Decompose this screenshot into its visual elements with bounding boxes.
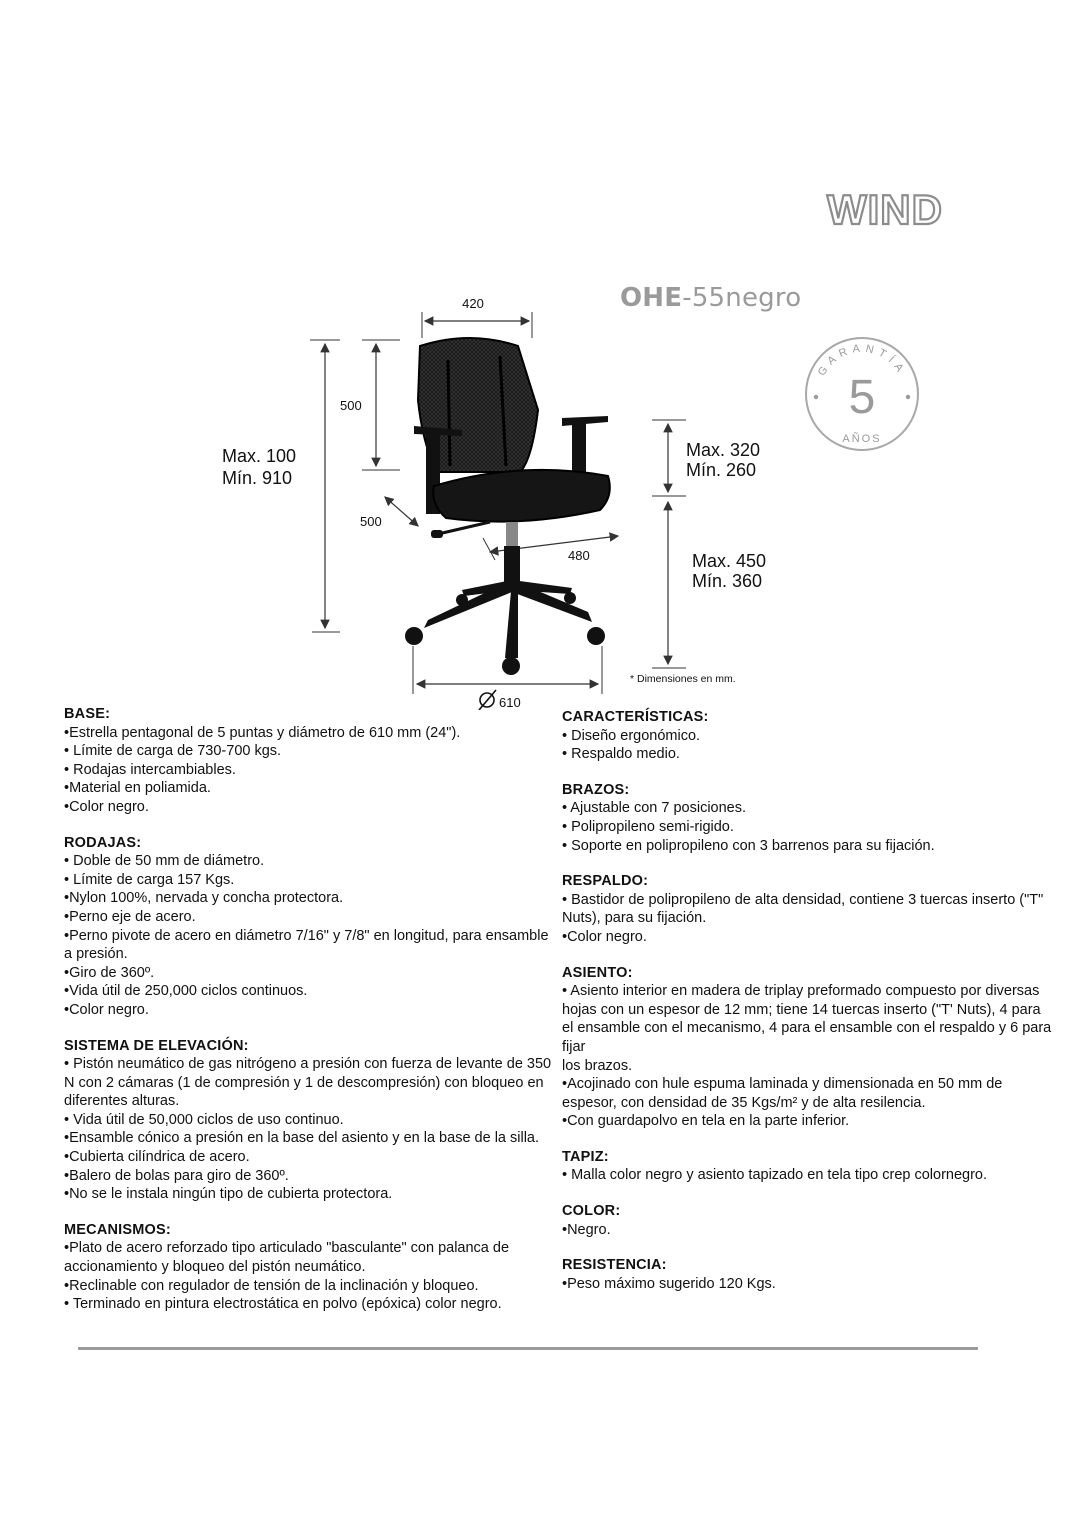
spec-line: •Perno eje de acero. — [64, 908, 196, 925]
spec-line: •Giro de 360º. — [64, 964, 155, 981]
chair-diagram — [200, 290, 780, 710]
section-title: RESISTENCIA: — [562, 1257, 667, 1274]
section-sistema-elevacion — [64, 1037, 554, 1204]
section-base — [64, 705, 554, 817]
warranty-years: 5 — [848, 371, 876, 424]
spec-line: • Límite de carga de 730-700 kgs. — [64, 743, 282, 760]
spec-line: •Cubierta cilíndrica de acero. — [64, 1149, 250, 1166]
section-brazos — [562, 781, 1052, 855]
spec-right-column — [562, 708, 1052, 1310]
spec-line: •Color negro. — [64, 1001, 149, 1018]
dim-top-width: 420 — [462, 296, 484, 311]
dim-total-min: Mín. 910 — [222, 468, 293, 488]
dim-seat-depth: 500 — [360, 514, 382, 529]
section-respaldo — [562, 872, 1052, 946]
spec-line: •Con guardapolvo en tela en la parte inferior. — [562, 1113, 850, 1130]
spec-line: • Límite de carga 157 Kgs. — [64, 871, 235, 888]
dimensions-note: * Dimensiones en mm. — [630, 673, 736, 685]
bottom-divider — [78, 1347, 978, 1350]
section-color — [562, 1202, 1052, 1239]
section-title: RESPALDO: — [562, 873, 649, 890]
section-title: BASE: — [64, 706, 111, 722]
spec-line: •Nylon 100%, nervada y concha protectora. — [64, 890, 344, 907]
spec-line: •Ensamble cónico a presión en la base del asiento y en la base de la silla. — [64, 1130, 540, 1147]
section-caracteristicas — [562, 708, 1052, 764]
spec-line: •Peso máximo sugerido 120 Kgs. — [562, 1275, 776, 1292]
section-asiento — [562, 964, 1052, 1131]
spec-line: • Malla color negro y asiento tapizado en tela tipo crep colornegro. — [562, 1167, 988, 1184]
dim-seat-min: Mín. 360 — [692, 571, 763, 591]
section-resistencia — [562, 1256, 1052, 1293]
spec-line: •Estrella pentagonal de 5 puntas y diámetro de 610 mm (24"). — [64, 724, 461, 741]
dim-seat-width: 480 — [568, 548, 590, 563]
spec-line: •Acojinado con hule espuma laminada y dimensionada en 50 mm de espesor, con densidad de 35 Kgs/m² y de alta resilencia. — [562, 1076, 1003, 1111]
spec-line: • Asiento interior en madera de triplay preformado compuesto por diversas hojas con un espesor de 12 mm; tiene 14 tuercas inserto ("T' Nuts), 4 para el ensamble con el mecanismo, 4 para el ensamble con el respaldo y 6 para fijar — [562, 983, 1052, 1055]
section-title: SISTEMA DE ELEVACIÓN: — [64, 1037, 249, 1054]
spec-line: •Negro. — [562, 1221, 611, 1238]
spec-line: •Perno pivote de acero en diámetro 7/16" y 7/8" en longitud, para ensamble a presión. — [64, 927, 549, 963]
spec-line: • Rodajas intercambiables. — [64, 761, 236, 778]
section-title: BRAZOS: — [562, 781, 630, 798]
brand-name: WIND — [827, 186, 943, 233]
section-title: COLOR: — [562, 1203, 621, 1220]
spec-line: • Doble de 50 mm de diámetro. — [64, 853, 265, 870]
spec-line: • Ajustable con 7 posiciones. — [562, 800, 747, 817]
spec-line: • Respaldo medio. — [562, 746, 680, 763]
warranty-unit: AÑOS — [842, 433, 882, 445]
dim-back-height: 500 — [340, 398, 362, 413]
section-title: MECANISMOS: — [64, 1221, 171, 1238]
section-title: TAPIZ: — [562, 1148, 609, 1165]
spec-line: • Pistón neumático de gas nitrógeno a presión con fuerza de levante de 350 N con 2 cámaras (1 de compresión y 1 de descompresión) con bloqueo en diferentes alturas. — [64, 1056, 552, 1110]
spec-line: • Diseño ergonómico. — [562, 727, 701, 744]
model-suffix: -55negro — [682, 283, 802, 313]
spec-line: • Soporte en polipropileno con 3 barrenos para su fijación. — [562, 837, 935, 854]
spec-line: los brazos. — [562, 1057, 633, 1074]
brand-logo — [792, 186, 978, 236]
dim-total-max: Max. 100 — [222, 446, 297, 466]
spec-line: •Plato de acero reforzado tipo articulado "basculante" con palanca de accionamiento y bloqueo del pistón neumático. — [64, 1240, 510, 1276]
section-mecanismos — [64, 1221, 554, 1314]
section-title: CARACTERÍSTICAS: — [562, 709, 709, 725]
spec-left-column — [64, 705, 554, 1331]
section-title: ASIENTO: — [562, 964, 633, 981]
dim-arm-min: Mín. 260 — [686, 460, 757, 480]
spec-line: •Balero de bolas para giro de 360º. — [64, 1167, 289, 1184]
section-rodajas — [64, 834, 554, 1020]
spec-line: • Terminado en pintura electrostática en polvo (epóxica) color negro. — [64, 1296, 502, 1313]
warranty-seal — [800, 335, 924, 453]
spec-line: •Color negro. — [64, 798, 149, 815]
dim-seat-max: Max. 450 — [692, 551, 767, 571]
chair-illustration — [405, 338, 610, 675]
warranty-label: GARANTÍA — [815, 342, 909, 379]
section-title: RODAJAS: — [64, 834, 142, 851]
spec-line: •Color negro. — [562, 928, 647, 945]
model-prefix: OHE — [620, 283, 683, 313]
spec-line: •Reclinable con regulador de tensión de la inclinación y bloqueo. — [64, 1277, 479, 1294]
section-tapiz — [562, 1148, 1052, 1185]
spec-line: •Material en poliamida. — [64, 780, 211, 797]
spec-line: •No se le instala ningún tipo de cubierta protectora. — [64, 1186, 393, 1203]
spec-line: •Vida útil de 250,000 ciclos continuos. — [64, 983, 308, 1000]
spec-line: • Vida útil de 50,000 ciclos de uso continuo. — [64, 1111, 344, 1128]
dim-base-diameter: 610 — [499, 695, 521, 710]
spec-line: • Bastidor de polipropileno de alta densidad, contiene 3 tuercas inserto ("T" Nuts), para su fijación. — [562, 891, 1044, 927]
dim-arm-max: Max. 320 — [686, 440, 761, 460]
spec-line: • Polipropileno semi-rigido. — [562, 818, 734, 835]
